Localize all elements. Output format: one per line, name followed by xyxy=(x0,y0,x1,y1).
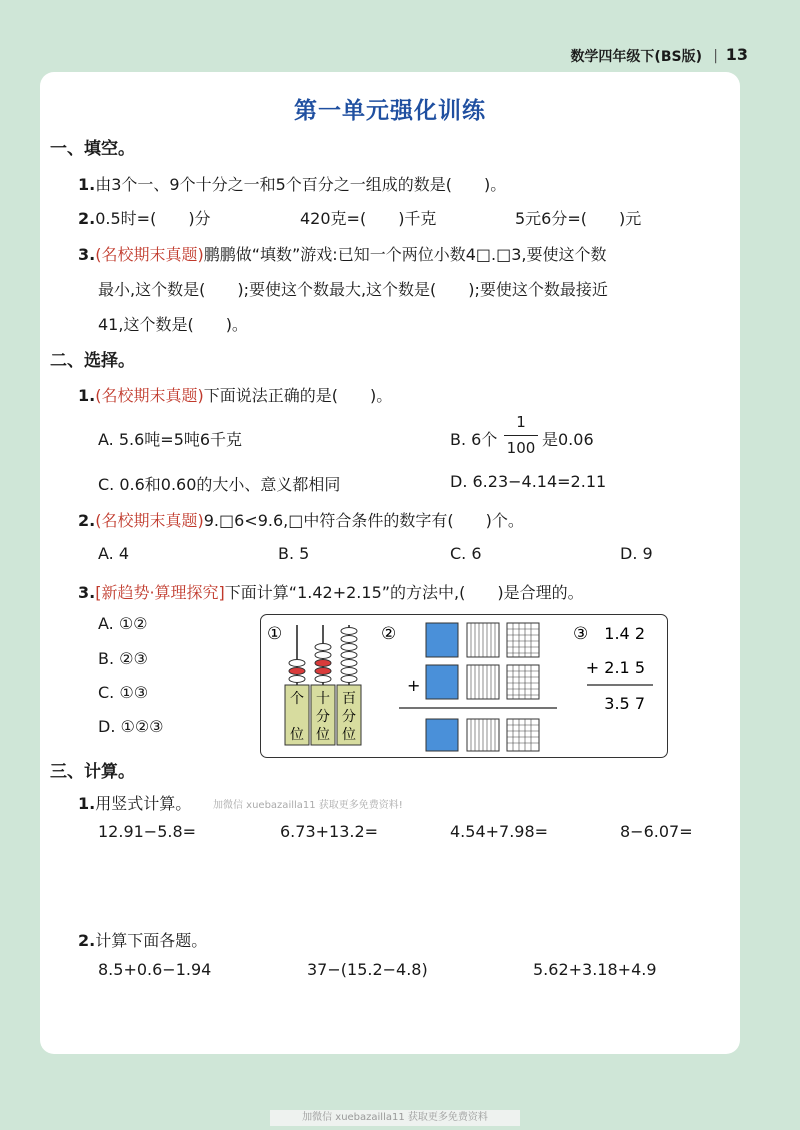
footer-watermark: 加微信 xuebazailla11 获取更多免费资料 xyxy=(270,1110,520,1126)
option-c: C. 6 xyxy=(450,544,482,563)
option-d: D. ①②③ xyxy=(98,717,164,736)
book-title: 数学四年级下(BS版) xyxy=(570,49,702,65)
question-number: 1. xyxy=(78,794,96,813)
option-b: B. ②③ xyxy=(98,649,148,668)
fraction-numerator: 1 xyxy=(516,413,526,431)
question-number: 2. xyxy=(78,511,96,530)
method-2-marker: ② xyxy=(381,624,397,644)
q2-part-c: 5元6分=( )元 xyxy=(515,209,642,228)
ones-label-2: 位 xyxy=(290,727,304,743)
question-text: 用竖式计算。 xyxy=(95,794,192,813)
source-tag: (名校期末真题) xyxy=(95,386,204,405)
question-number: 3. xyxy=(78,583,96,602)
s1-question-3 xyxy=(78,242,606,265)
option-d: D. 9 xyxy=(620,544,653,563)
method-figure xyxy=(260,614,668,758)
hundredths-label-1: 百 xyxy=(342,691,356,707)
question-number: 2. xyxy=(78,209,96,228)
option-c: C. ①③ xyxy=(98,683,149,702)
hundredths-label-3: 位 xyxy=(342,727,356,743)
addend-top: 1.4 2 xyxy=(604,624,645,643)
source-tag: (名校期末真题) xyxy=(95,511,204,530)
option-d: D. 6.23−4.14=2.11 xyxy=(450,472,607,491)
tenths-label-1: 十 xyxy=(316,691,330,707)
s1-question-2 xyxy=(78,206,211,229)
option-a: A. 4 xyxy=(98,544,130,563)
option-b: B. 5 xyxy=(278,544,310,563)
s2-question-2 xyxy=(78,508,524,531)
question-text: 由3个一、9个十分之一和5个百分之一组成的数是( )。 xyxy=(95,175,507,194)
section3-label: 三、计算。 xyxy=(50,762,135,782)
s1-question-1 xyxy=(78,172,506,195)
page-number: 13 xyxy=(725,45,748,64)
figure-drawing xyxy=(261,615,667,757)
ones-label-1: 个 xyxy=(290,691,304,707)
hundredths-label-2: 分 xyxy=(342,709,356,725)
question-number: 1. xyxy=(78,386,96,405)
section1-label: 一、填空。 xyxy=(50,139,135,159)
s3-question-2 xyxy=(78,928,207,951)
source-tag: [新趋势·算理探究] xyxy=(95,583,225,602)
problem-3: 4.54+7.98= xyxy=(450,822,549,841)
problem-2: 6.73+13.2= xyxy=(280,822,379,841)
question-text: 计算下面各题。 xyxy=(95,931,208,950)
q2-part-b: 420克=( )千克 xyxy=(300,209,437,228)
method-3-marker: ③ xyxy=(573,624,589,644)
page-title: 第一单元强化训练 xyxy=(294,98,486,124)
question-text: 9.□6<9.6,□中符合条件的数字有( )个。 xyxy=(203,511,524,530)
s2-question-3 xyxy=(78,580,584,603)
expression-2: 37−(15.2−4.8) xyxy=(307,960,428,979)
place-value-blocks xyxy=(399,623,557,751)
option-a: A. 5.6吨=5吨6千克 xyxy=(98,430,243,449)
question-text: 下面计算“1.42+2.15”的方法中,( )是合理的。 xyxy=(224,583,584,602)
expression-1: 8.5+0.6−1.94 xyxy=(98,960,212,979)
question-text: 下面说法正确的是( )。 xyxy=(203,386,393,405)
watermark-text: 加微信 xuebazailla11 获取更多免费资料! xyxy=(213,800,403,811)
source-tag: (名校期末真题) xyxy=(95,245,204,264)
section2-label: 二、选择。 xyxy=(50,351,135,371)
page-header xyxy=(0,44,800,70)
q2-part-a: 0.5时=( )分 xyxy=(95,209,211,228)
sum-result: 3.5 7 xyxy=(604,694,645,713)
option-b-prefix: B. 6个 xyxy=(450,430,498,449)
question-number: 2. xyxy=(78,931,96,950)
header-separator: | xyxy=(713,48,718,64)
s2-question-1 xyxy=(78,383,392,406)
s3-question-1 xyxy=(78,791,191,814)
q3-line-3: 41,这个数是( )。 xyxy=(98,315,248,334)
question-number: 1. xyxy=(78,175,96,194)
tenths-label-3: 位 xyxy=(316,727,330,743)
method-1-marker: ① xyxy=(267,624,283,644)
option-a: A. ①② xyxy=(98,614,148,633)
q3-line-2: 最小,这个数是( );要使这个数最大,这个数是( );要使这个数最接近 xyxy=(98,280,608,299)
question-text: 鹏鹏做“填数”游戏:已知一个两位小数4□.□3,要使这个数 xyxy=(203,245,607,264)
problem-4: 8−6.07= xyxy=(620,822,693,841)
question-number: 3. xyxy=(78,245,96,264)
vertical-addition xyxy=(586,624,653,713)
fraction-denominator: 100 xyxy=(506,439,536,457)
plus-sign: + xyxy=(407,676,421,695)
expression-3: 5.62+3.18+4.9 xyxy=(533,960,657,979)
problem-1: 12.91−5.8= xyxy=(98,822,197,841)
option-c: C. 0.6和0.60的大小、意义都相同 xyxy=(98,475,341,494)
fraction-bar xyxy=(504,435,538,436)
abacus xyxy=(285,625,361,745)
tenths-label-2: 分 xyxy=(316,709,330,725)
addend-bottom: + 2.1 5 xyxy=(585,658,645,677)
option-b-suffix: 是0.06 xyxy=(542,430,594,449)
